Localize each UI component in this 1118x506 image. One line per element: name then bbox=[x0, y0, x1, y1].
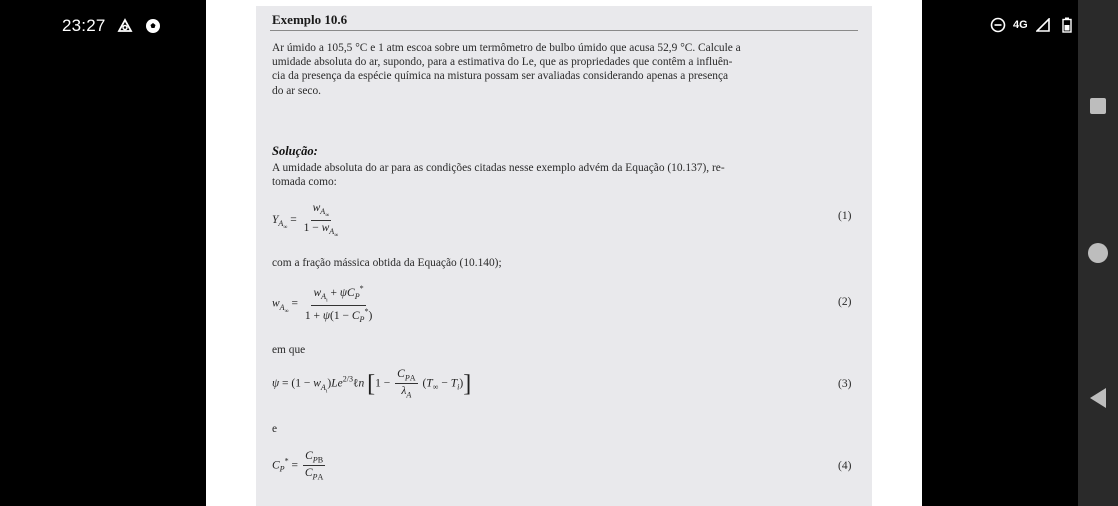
solution-heading: Solução: bbox=[272, 144, 318, 158]
equation-number: (4) bbox=[838, 460, 852, 472]
equation-number: (2) bbox=[838, 296, 852, 308]
home-button[interactable] bbox=[1078, 242, 1118, 264]
title-divider bbox=[270, 30, 858, 31]
text-line: cia da presença da espécie química na mistura possam ser avaliadas considerando apenas a presença bbox=[272, 70, 729, 83]
battery-icon bbox=[1058, 16, 1076, 34]
navigation-bar bbox=[1078, 0, 1118, 506]
e-text: e bbox=[272, 423, 278, 435]
back-icon bbox=[1088, 387, 1108, 409]
signal-icon bbox=[1034, 16, 1052, 34]
text-line: Ar úmido a 105,5 °C e 1 atm escoa sobre um termômetro de bulbo úmido que acusa 52,9 °C. Calcule a bbox=[272, 42, 741, 54]
back-button[interactable] bbox=[1078, 387, 1118, 409]
solution-intro bbox=[272, 161, 862, 189]
dnd-icon bbox=[989, 16, 1007, 34]
example-title: Exemplo 10.6 bbox=[272, 12, 348, 27]
recents-icon bbox=[1089, 97, 1107, 115]
text-line: tomada como: bbox=[272, 176, 337, 189]
equation-1: $Y_{A_\infty}$ = $\frac{w_{A_\infty}}{1 - w_{A_\infty}}$ bbox=[272, 202, 339, 239]
network-type: 4G bbox=[1013, 18, 1028, 31]
alarm-icon bbox=[116, 17, 134, 35]
equation-number: (1) bbox=[838, 210, 852, 222]
equation-2: $w_{A_\infty}$ = $\frac{w_{A_i} + \psi C_P^*}{1 + \psi(1 - C_P^*)}$ bbox=[272, 284, 373, 324]
text-line: A umidade absoluta do ar para as condições citadas nesse exemplo advém da Equação (10.137), re- bbox=[272, 162, 725, 174]
clock: 23:27 bbox=[62, 16, 106, 35]
document-viewer bbox=[206, 0, 922, 506]
text-line: do ar seco. bbox=[272, 84, 322, 97]
em-que-text: em que bbox=[272, 344, 306, 356]
recents-button[interactable] bbox=[1078, 97, 1118, 115]
status-bar-right bbox=[989, 16, 1076, 34]
text-line: umidade absoluta do ar, supondo, para a estimativa do Le, que as propriedades que contêm a influên- bbox=[272, 56, 733, 69]
soccer-ball-icon bbox=[144, 17, 162, 35]
equation-number: (3) bbox=[838, 378, 852, 390]
home-icon bbox=[1087, 242, 1109, 264]
page-content bbox=[256, 6, 872, 506]
mass-fraction-text: com a fração mássica obtida da Equação (10.140); bbox=[272, 257, 502, 269]
problem-statement bbox=[272, 41, 862, 98]
equation-3: $\psi = (1 - w_{A_i})Le^{2/3}\ell n$ [1 − $\frac{C_{PA}}{\lambda_A}$ $(T_\infty - T_i)$] bbox=[272, 368, 472, 400]
status-bar-left bbox=[62, 16, 162, 36]
equation-4: $C_P^*$ = $\frac{C_{PB}}{C_{PA}}$ bbox=[272, 450, 324, 482]
